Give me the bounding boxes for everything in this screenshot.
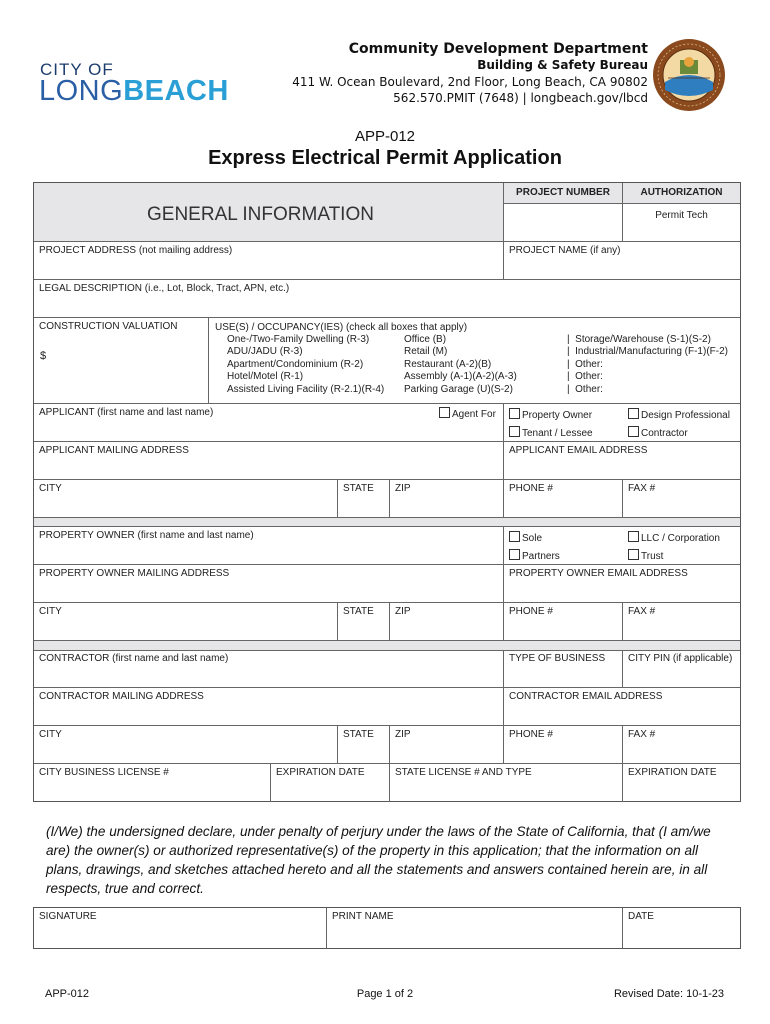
revised-date: Revised Date: 10-1-23: [613, 988, 724, 1000]
llc-checkbox[interactable]: [628, 531, 720, 544]
state-license-field[interactable]: STATE LICENSE # AND TYPE: [390, 764, 623, 802]
use-option[interactable]: Assembly (A-1)(A-2)(A-3): [404, 371, 517, 383]
use-option[interactable]: Industrial/Manufacturing (F-1)(F-2): [575, 346, 728, 358]
checkbox-icon[interactable]: |: [567, 346, 576, 358]
project-number-label: PROJECT NUMBER: [504, 183, 623, 204]
sole-checkbox[interactable]: [509, 531, 542, 544]
design-professional-label: Design Professional: [641, 410, 730, 421]
applicant-mailing-field[interactable]: APPLICANT MAILING ADDRESS: [34, 442, 504, 480]
contractor-state-field[interactable]: STATE: [338, 726, 390, 764]
document-title: Express Electrical Permit Application: [208, 147, 562, 169]
use-option[interactable]: ADU/JADU (R-3): [227, 346, 303, 358]
signature-table: [33, 907, 741, 949]
checkbox-icon[interactable]: [509, 549, 520, 560]
document-code: APP-012: [354, 128, 416, 145]
owner-zip-field[interactable]: ZIP: [390, 603, 504, 641]
construction-valuation-label: CONSTRUCTION VALUATION: [39, 321, 178, 332]
city-pin-field[interactable]: CITY PIN (if applicable): [623, 650, 740, 688]
project-address-field[interactable]: PROJECT ADDRESS (not mailing address): [34, 242, 504, 280]
business-license-field[interactable]: CITY BUSINESS LICENSE #: [34, 764, 271, 802]
owner-email-field[interactable]: PROPERTY OWNER EMAIL ADDRESS: [504, 565, 740, 603]
general-information-form: [33, 182, 741, 802]
signature-field[interactable]: SIGNATURE: [34, 908, 327, 948]
owner-fax-field[interactable]: FAX #: [623, 603, 740, 641]
owner-city-field[interactable]: CITY: [34, 603, 338, 641]
dollar-sign: $: [40, 350, 47, 362]
use-option[interactable]: Storage/Warehouse (S-1)(S-2): [575, 334, 711, 345]
property-owner-checkbox[interactable]: [509, 408, 592, 421]
permit-tech-field[interactable]: Permit Tech: [623, 204, 740, 242]
partners-label: Partners: [522, 551, 560, 562]
footer-code: APP-012: [45, 988, 90, 1000]
use-option[interactable]: Hotel/Motel (R-1): [227, 371, 304, 383]
project-number-field[interactable]: [504, 204, 623, 242]
checkbox-icon[interactable]: |: [567, 383, 576, 395]
legal-description-field[interactable]: LEGAL DESCRIPTION (i.e., Lot, Block, Tract, APN, etc.): [34, 280, 740, 318]
applicant-email-field[interactable]: APPLICANT EMAIL ADDRESS: [504, 442, 740, 480]
contractor-name-field[interactable]: CONTRACTOR (first name and last name): [34, 650, 504, 688]
checkbox-icon[interactable]: |: [567, 334, 576, 345]
uses-occupancies-section: [209, 318, 740, 404]
contractor-zip-field[interactable]: ZIP: [390, 726, 504, 764]
city-seal-icon: [652, 38, 726, 112]
applicant-phone-field[interactable]: PHONE #: [504, 480, 623, 518]
department-address: 411 W. Ocean Boulevard, 2nd Floor, Long Beach, CA 90802: [292, 75, 648, 89]
date-field[interactable]: DATE: [628, 911, 654, 922]
use-option[interactable]: Restaurant (A-2)(B): [404, 358, 492, 370]
tenant-lessee-checkbox[interactable]: [509, 426, 593, 439]
checkbox-icon[interactable]: [509, 531, 520, 542]
trust-label: Trust: [641, 551, 664, 562]
property-owner-option-label: Property Owner: [522, 410, 593, 421]
checkbox-icon[interactable]: [509, 426, 520, 437]
use-option[interactable]: Assisted Living Facility (R-2.1)(R-4): [227, 383, 385, 395]
department-name: Community Development Department: [348, 41, 648, 57]
authorization-label: AUTHORIZATION: [623, 183, 740, 204]
general-information-title: GENERAL INFORMATION: [147, 204, 374, 225]
uses-column-3: [567, 334, 728, 396]
general-information-header: [34, 183, 504, 242]
contractor-mailing-field[interactable]: CONTRACTOR MAILING ADDRESS: [34, 688, 504, 726]
sole-label: Sole: [522, 533, 543, 544]
design-professional-checkbox[interactable]: [628, 408, 730, 421]
use-option[interactable]: One-/Two-Family Dwelling (R-3): [227, 334, 370, 345]
owner-mailing-field[interactable]: PROPERTY OWNER MAILING ADDRESS: [34, 565, 504, 603]
logo: [39, 74, 229, 108]
llc-label: LLC / Corporation: [641, 533, 720, 544]
contractor-checkbox[interactable]: [628, 426, 688, 439]
applicant-fax-field[interactable]: FAX #: [623, 480, 740, 518]
applicant-zip-field[interactable]: ZIP: [390, 480, 504, 518]
construction-valuation-field[interactable]: [34, 318, 209, 404]
checkbox-icon[interactable]: [628, 531, 639, 542]
department-contact: 562.570.PMIT (7648) | longbeach.gov/lbcd: [393, 91, 648, 105]
use-option[interactable]: Other:: [575, 371, 603, 383]
state-license-expiration-field[interactable]: EXPIRATION DATE: [628, 767, 717, 778]
use-option[interactable]: Other:: [575, 358, 603, 370]
checkbox-icon[interactable]: [628, 426, 639, 437]
use-option[interactable]: Apartment/Condominium (R-2): [227, 358, 364, 370]
applicant-label: APPLICANT (first name and last name): [39, 407, 214, 418]
contractor-phone-field[interactable]: PHONE #: [504, 726, 623, 764]
checkbox-icon[interactable]: [628, 408, 639, 419]
applicant-role-options: [504, 404, 740, 442]
logo-beach-text: BEACH: [123, 75, 229, 107]
type-of-business-field[interactable]: TYPE OF BUSINESS: [504, 650, 623, 688]
applicant-state-field[interactable]: STATE: [338, 480, 390, 518]
tenant-lessee-label: Tenant / Lessee: [522, 428, 593, 439]
logo-city-text: CITY OF: [40, 60, 114, 79]
agent-for-checkbox[interactable]: [439, 407, 496, 420]
owner-state-field[interactable]: STATE: [338, 603, 390, 641]
contractor-option-label: Contractor: [641, 428, 688, 439]
use-option[interactable]: Retail (M): [404, 346, 448, 358]
applicant-city-field[interactable]: CITY: [34, 480, 338, 518]
applicant-name-field[interactable]: [34, 404, 504, 442]
business-license-expiration-field[interactable]: EXPIRATION DATE: [271, 764, 390, 802]
bureau-name: Building & Safety Bureau: [477, 58, 648, 72]
project-name-field[interactable]: PROJECT NAME (if any): [504, 242, 740, 280]
uses-column-1: [227, 334, 384, 396]
logo-long-text: LONG: [39, 75, 124, 107]
checkbox-icon[interactable]: |: [567, 358, 576, 370]
use-option[interactable]: Parking Garage (U)(S-2): [404, 383, 513, 395]
section-divider: [34, 518, 740, 527]
agent-for-label: Agent For: [452, 409, 496, 420]
checkbox-icon[interactable]: |: [567, 371, 576, 383]
owner-phone-field[interactable]: PHONE #: [504, 603, 623, 641]
use-option[interactable]: Office (B): [404, 334, 447, 345]
checkbox-icon[interactable]: [628, 549, 639, 560]
property-owner-name-field[interactable]: PROPERTY OWNER (first name and last name): [34, 527, 504, 565]
uses-header: USE(S) / OCCUPANCY(IES) (check all boxes that apply): [215, 322, 468, 333]
contractor-city-field[interactable]: CITY: [34, 726, 338, 764]
owner-type-options: [504, 527, 740, 565]
declaration-text: (I/We) the undersigned declare, under penalty of perjury under the laws of the State of California, that (I am/we are) the owner(s) or authorized representative(s) of the property in this application; that the information on all plans, drawings, and sketches attached hereto and all the statements and answers contained herein are, in all respects, true and correct.: [46, 824, 711, 896]
page-number: Page 1 of 2: [356, 988, 414, 1000]
print-name-field[interactable]: PRINT NAME: [327, 908, 623, 948]
uses-column-2: [404, 334, 517, 396]
contractor-fax-field[interactable]: FAX #: [623, 726, 740, 764]
contractor-email-field[interactable]: CONTRACTOR EMAIL ADDRESS: [504, 688, 740, 726]
partners-checkbox[interactable]: [509, 549, 560, 562]
use-option[interactable]: Other:: [575, 383, 603, 395]
trust-checkbox[interactable]: [628, 549, 663, 562]
checkbox-icon[interactable]: [509, 408, 520, 419]
checkbox-icon[interactable]: [439, 407, 450, 418]
